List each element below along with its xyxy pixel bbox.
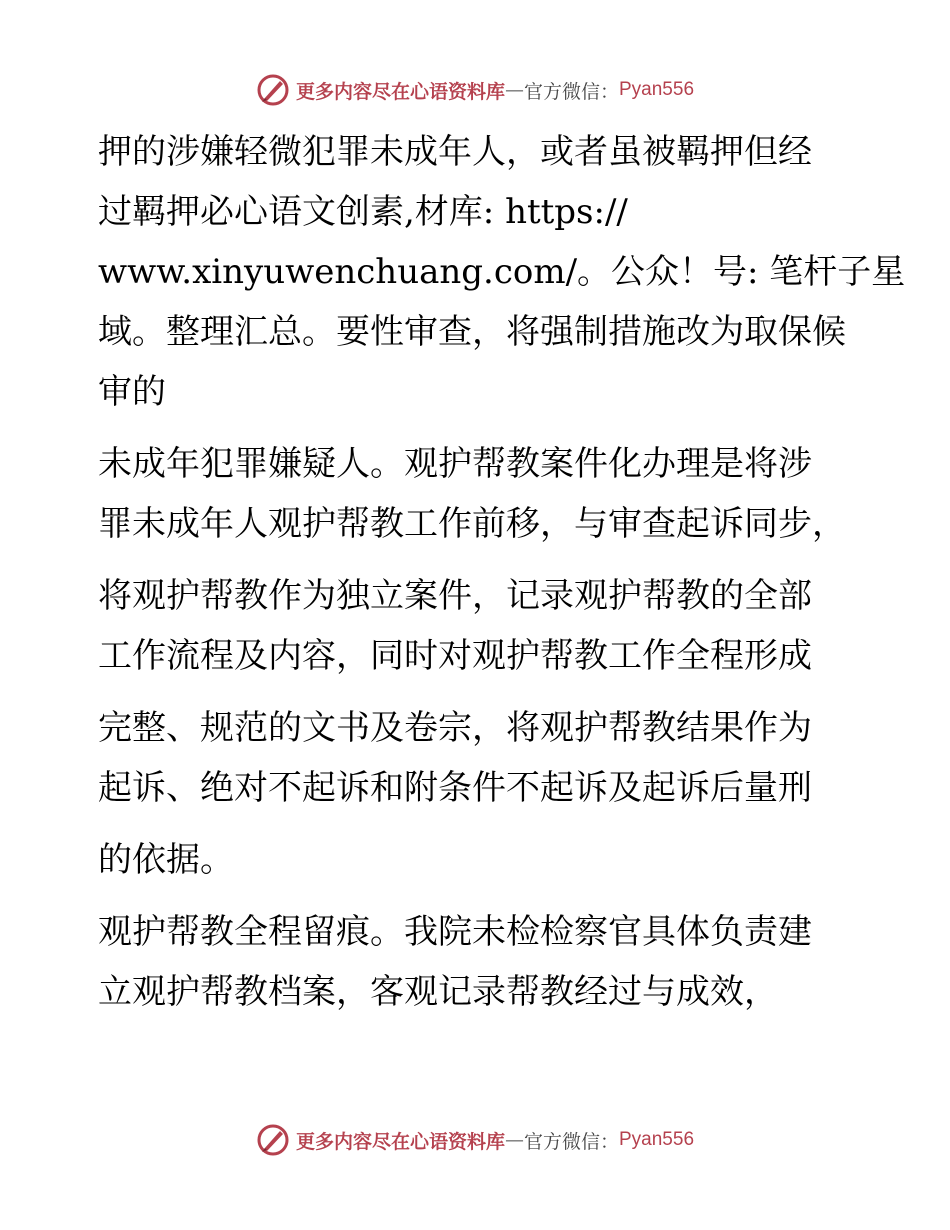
watermark-wechat-label: 官方微信： (523, 1130, 619, 1153)
text-line: 完整、规范的文书及卷宗，将观护帮教结果作为 (98, 708, 812, 748)
paragraph-2 (98, 434, 858, 554)
text-line: 押的涉嫌轻微犯罪未成年人，或者虽被羁押但经 (98, 132, 812, 172)
text-line: 工作流程及内容，同时对观护帮教工作全程形成 (98, 636, 812, 676)
watermark-dash: — (504, 79, 524, 101)
paragraph-6 (98, 902, 858, 1022)
text-line: 将观护帮教作为独立案件，记录观护帮教的全部 (98, 576, 812, 616)
text-line: 观护帮教全程留痕。我院未检检察官具体负责建 (98, 912, 812, 952)
text-line: 未成年犯罪嫌疑人。观护帮教案件化办理是将涉 (98, 444, 812, 484)
text-line: 域。整理汇总。要性审查，将强制措施改为取保候 (98, 312, 846, 352)
text-line: 审的 (98, 372, 166, 412)
document-body (98, 122, 906, 1022)
paragraph-3 (98, 566, 858, 686)
text-line: www.xinyuwenchuang.com/。公众！号: 笔杆子星 (98, 252, 906, 292)
watermark-dash: — (504, 1129, 524, 1151)
footer-watermark (0, 1120, 950, 1160)
watermark-wechat-id: Pyan556 (619, 79, 695, 100)
quill-pen-logo-icon (256, 73, 290, 107)
paragraph-4 (98, 698, 858, 818)
watermark-brand: 更多内容尽在心语资料库 (295, 80, 505, 103)
text-line: 的依据。 (98, 840, 234, 880)
quill-pen-logo-icon (256, 1123, 290, 1157)
watermark-brand: 更多内容尽在心语资料库 (295, 1130, 505, 1153)
watermark-wechat-id: Pyan556 (619, 1129, 695, 1150)
paragraph-5 (98, 830, 858, 890)
watermark-wechat-label: 官方微信： (523, 80, 619, 103)
header-watermark (0, 70, 950, 110)
paragraph-1 (98, 122, 906, 422)
text-line: 罪未成年人观护帮教工作前移，与审查起诉同步， (98, 504, 846, 544)
text-line: 起诉、绝对不起诉和附条件不起诉及起诉后量刑 (98, 768, 812, 808)
text-line: 过羁押必心语文创素,材库: https:// (98, 192, 628, 232)
text-line: 立观护帮教档案，客观记录帮教经过与成效， (98, 972, 778, 1012)
